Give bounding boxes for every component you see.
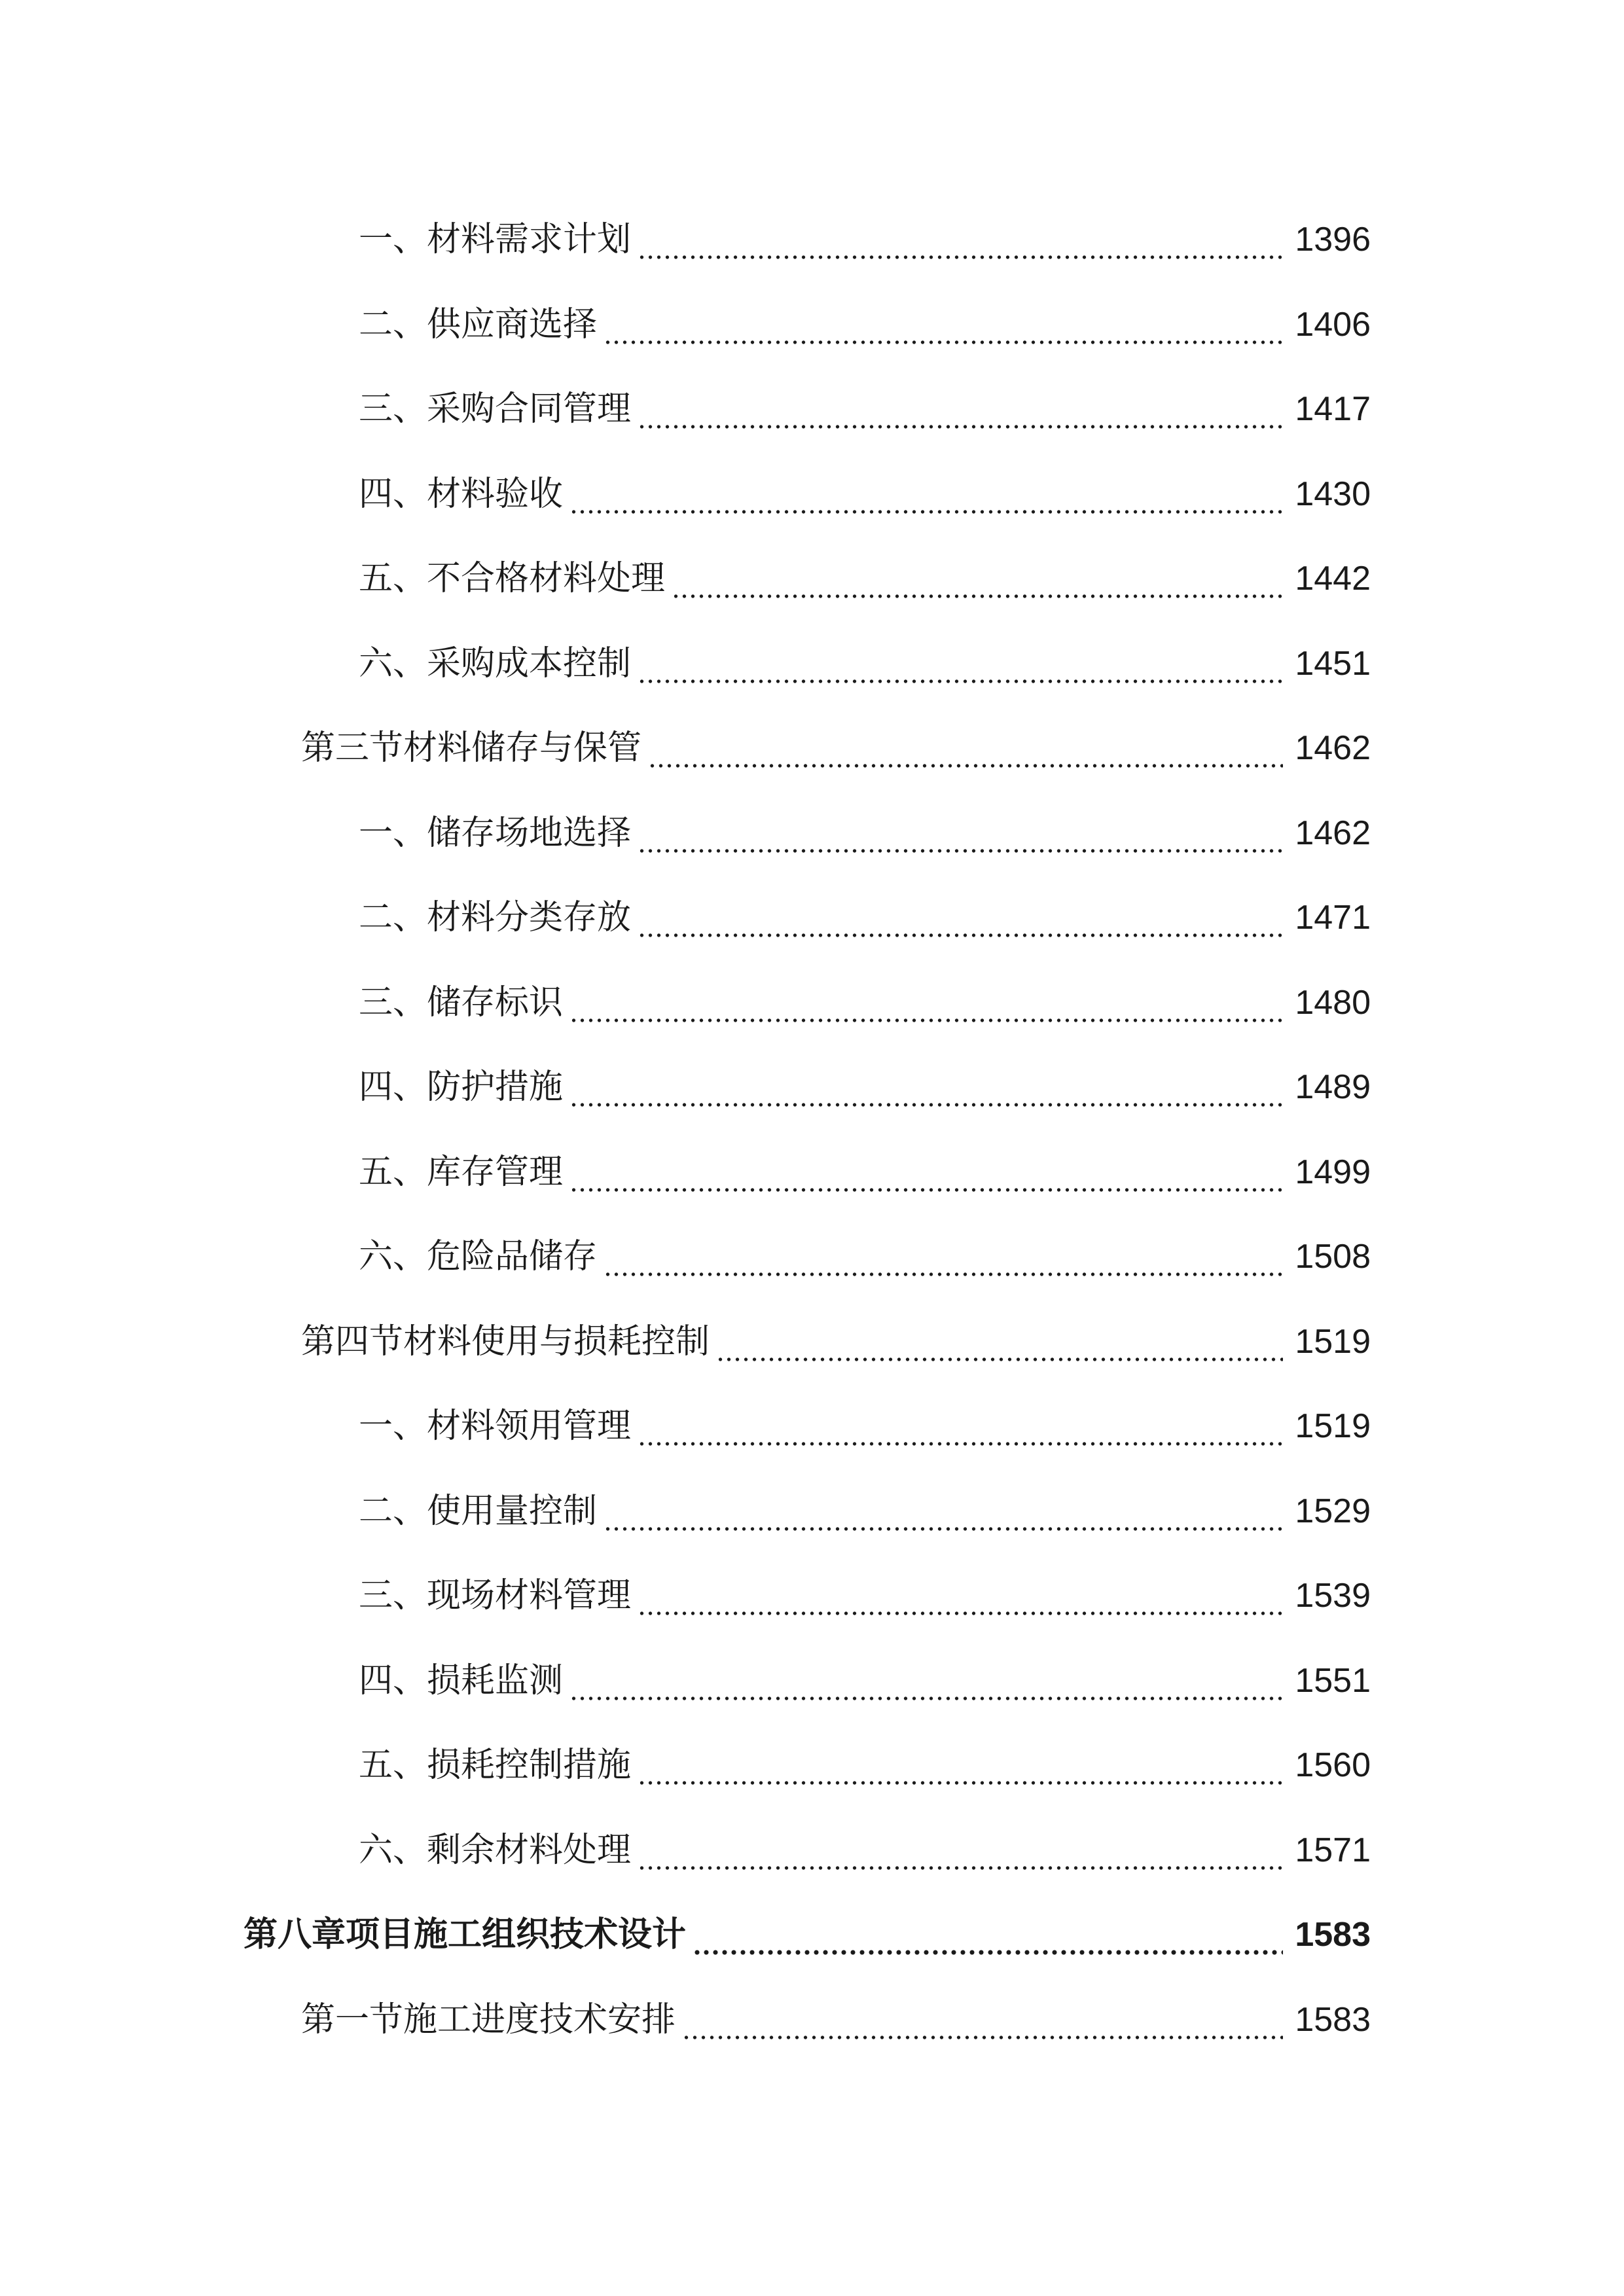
toc-entry-page-number: 1406 (1295, 306, 1371, 344)
toc-entry-title: 三、采购合同管理 (359, 389, 632, 429)
toc-entry-title: 二、材料分类存放 (359, 898, 632, 937)
toc-entry-title: 五、库存管理 (359, 1153, 564, 1192)
toc-entry-page-number: 1480 (1295, 984, 1371, 1022)
toc-entry-page-number: 1462 (1295, 729, 1371, 767)
toc-entry-title: 四、损耗监测 (359, 1661, 564, 1700)
toc-entry-page-number: 1571 (1295, 1831, 1371, 1869)
toc-entry[interactable] (0, 468, 1624, 520)
dot-leader (693, 1909, 1283, 1961)
toc-entry-title: 六、剩余材料处理 (359, 1831, 632, 1870)
dot-leader (604, 298, 1283, 351)
toc-entry-title: 一、材料需求计划 (359, 220, 632, 259)
toc-entry-page-number: 1519 (1295, 1407, 1371, 1445)
toc-section-entry[interactable] (0, 1994, 1624, 2046)
dot-leader (638, 1570, 1283, 1622)
toc-entry[interactable] (0, 1061, 1624, 1113)
dot-leader (569, 1146, 1283, 1198)
dot-leader (638, 1739, 1283, 1791)
toc-entry[interactable] (0, 1824, 1624, 1876)
dot-leader (716, 1316, 1283, 1368)
toc-entry-page-number: 1539 (1295, 1577, 1371, 1615)
dot-leader (604, 1230, 1283, 1283)
toc-entry[interactable] (0, 807, 1624, 859)
dot-leader (569, 977, 1283, 1029)
toc-entry[interactable] (0, 1485, 1624, 1537)
toc-entry-page-number: 1583 (1295, 2001, 1371, 2039)
dot-leader (569, 468, 1283, 520)
dot-leader (672, 552, 1283, 605)
toc-entry-title: 第一节施工进度技术安排 (301, 2000, 676, 2039)
dot-leader (604, 1485, 1283, 1537)
toc-entry-page-number: 1499 (1295, 1153, 1371, 1191)
toc-entry[interactable] (0, 1655, 1624, 1707)
toc-entry-page-number: 1462 (1295, 814, 1371, 852)
toc-entry-title: 二、供应商选择 (359, 305, 598, 344)
toc-entry-page-number: 1396 (1295, 221, 1371, 259)
toc-entry-title: 第三节材料储存与保管 (301, 728, 642, 768)
toc-entry-page-number: 1583 (1295, 1916, 1371, 1954)
toc-entry-page-number: 1560 (1295, 1746, 1371, 1784)
dot-leader (638, 891, 1283, 944)
dot-leader (638, 1824, 1283, 1876)
toc-chapter-entry[interactable] (0, 1909, 1624, 1961)
toc-entry-title: 六、采购成本控制 (359, 644, 632, 683)
toc-entry-title: 四、材料验收 (359, 475, 564, 514)
dot-leader (569, 1061, 1283, 1113)
toc-entry[interactable] (0, 1146, 1624, 1198)
toc-entry[interactable] (0, 1570, 1624, 1622)
toc-entry-title: 三、现场材料管理 (359, 1576, 632, 1615)
dot-leader (638, 637, 1283, 690)
dot-leader (648, 722, 1283, 774)
toc-entry[interactable] (0, 298, 1624, 351)
toc-entry[interactable] (0, 383, 1624, 435)
toc-entry[interactable] (0, 637, 1624, 690)
dot-leader (638, 1400, 1283, 1452)
toc-entry-title: 第八章项目施工组织技术设计 (244, 1915, 687, 1954)
toc-entry-page-number: 1551 (1295, 1662, 1371, 1700)
toc-entry[interactable] (0, 977, 1624, 1029)
toc-entry-title: 二、使用量控制 (359, 1492, 598, 1531)
toc-entry-title: 三、储存标识 (359, 983, 564, 1022)
toc-entry-title: 一、材料领用管理 (359, 1407, 632, 1446)
toc-entry[interactable] (0, 891, 1624, 944)
toc-entry[interactable] (0, 213, 1624, 266)
toc-entry-title: 六、危险品储存 (359, 1237, 598, 1276)
toc-entry-page-number: 1529 (1295, 1492, 1371, 1530)
toc-entry[interactable] (0, 1230, 1624, 1283)
toc-entry-page-number: 1471 (1295, 899, 1371, 937)
dot-leader (569, 1655, 1283, 1707)
toc-entry[interactable] (0, 1400, 1624, 1452)
toc-section-entry[interactable] (0, 722, 1624, 774)
dot-leader (638, 383, 1283, 435)
dot-leader (638, 807, 1283, 859)
toc-entry[interactable] (0, 1739, 1624, 1791)
toc-entry-title: 五、不合格材料处理 (359, 559, 666, 598)
toc-entry[interactable] (0, 552, 1624, 605)
toc-entry-page-number: 1451 (1295, 645, 1371, 683)
toc-entry-page-number: 1442 (1295, 560, 1371, 598)
toc-entry-title: 一、储存场地选择 (359, 814, 632, 853)
toc-entry-title: 第四节材料使用与损耗控制 (301, 1322, 710, 1361)
toc-entry-title: 四、防护措施 (359, 1067, 564, 1107)
dot-leader (638, 213, 1283, 266)
dot-leader (682, 1994, 1283, 2046)
toc-section-entry[interactable] (0, 1316, 1624, 1368)
toc-entry-page-number: 1519 (1295, 1323, 1371, 1361)
toc-entry-title: 五、损耗控制措施 (359, 1746, 632, 1785)
toc-entry-page-number: 1489 (1295, 1068, 1371, 1106)
toc-entry-page-number: 1508 (1295, 1238, 1371, 1276)
toc-entry-page-number: 1430 (1295, 475, 1371, 513)
toc-entry-page-number: 1417 (1295, 390, 1371, 428)
